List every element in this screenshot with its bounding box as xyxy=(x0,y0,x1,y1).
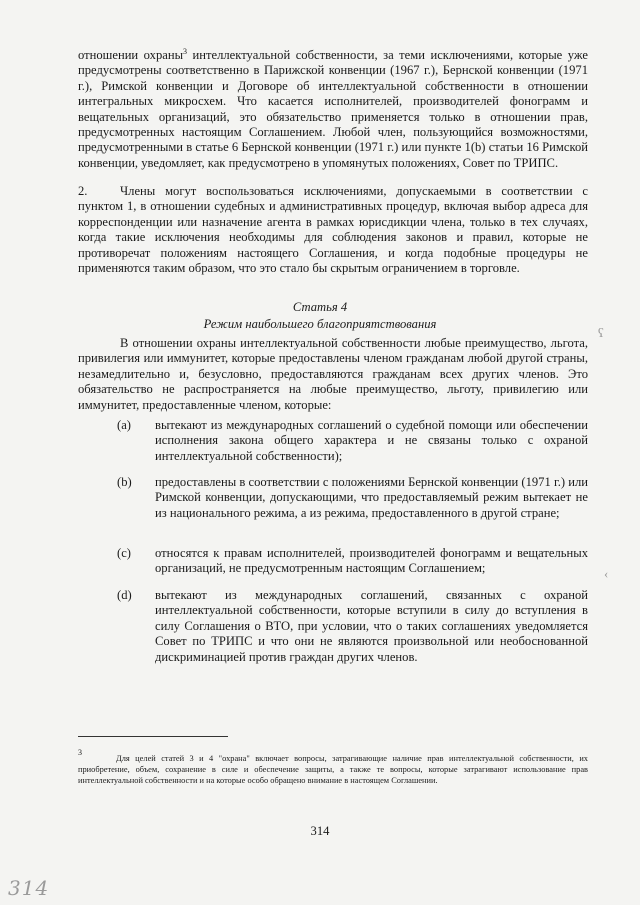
article-subtitle: Режим наибольшего благоприятствования xyxy=(203,317,437,331)
scan-artifact-mark: ʕ xyxy=(598,325,604,340)
paragraph-2: Члены могут воспользоваться исключениями, допускаемыми в соответствии с пунктом 1, в отношении судебных и административных процедур, включая выбор адреса для корреспонденции или назначение агента в рамках юрисдикции члена, только в тех случаях, когда такие исключения необходимы для соблюдения законов и правил, которые не противоречат положениям настоящего Соглашения, и когда подобные процедуры не применяются таким образом, что это стало бы скрытым ограничением в торговле. xyxy=(78,184,588,276)
handwritten-page-number: 314 xyxy=(8,876,50,900)
item-a-letter: (a) xyxy=(117,418,131,432)
paragraph-1-start: отношении охраны xyxy=(78,48,184,62)
item-d-text: вытекают из международных соглашений, связанных с охраной интеллектуальной собственности, которые вступили в силу до вступления в силу Соглашения о ВТО, при условии, что о таких соглашениях уведомляется Совет по ТРИПС и что они не являются произвольной или необоснованной дискриминацией против граждан других членов. xyxy=(155,588,588,664)
footnote-divider xyxy=(78,736,228,737)
scan-artifact-mark: ‹ xyxy=(604,566,609,581)
footnote-text: Для целей статей 3 и 4 "охрана" включает вопросы, затрагивающие наличие прав интеллектуальной собственности, их приобретение, объем, сохранение в силе и обеспечение защиты, а также те вопросы, которые затрагивают использование прав интеллектуальной собственности и на которые особо обращено внимание в настоящем Соглашении. xyxy=(78,754,588,785)
paragraph-2-number: 2. xyxy=(78,184,88,198)
paragraph-1 xyxy=(78,48,588,171)
footnote-ref[interactable]: 3 xyxy=(183,46,188,56)
item-a-text: вытекают из международных соглашений о судебной помощи или обеспечении исполнения закона общего характера и не связаны только с охраной интеллектуальной собственности); xyxy=(155,418,588,463)
item-b-text: предоставлены в соответствии с положениями Бернской конвенции (1971 г.) или Римской конвенции, допускающими, что предоставляемый режим вытекает не из национального режима, а из режима, предоставленного в другой стране; xyxy=(155,475,588,520)
item-d-letter: (d) xyxy=(117,588,132,602)
footnote-mark: 3 xyxy=(78,748,82,757)
article-title: Статья 4 xyxy=(292,300,348,314)
item-c-letter: (c) xyxy=(117,546,131,560)
item-b-letter: (b) xyxy=(117,475,132,489)
page-number: 314 xyxy=(310,824,330,838)
paragraph-1-rest: интеллектуальной собственности, за теми исключениями, которые уже предусмотрены соответственно в Парижской конвенции (1967 г.), Бернской конвенции (1971 г.), Римской конвенции и Договоре об интеллектуальной собственности в отношении интегральных микросхем. Что касается исполнителей, производителей фонограмм и вещательных организаций, это обязательство применяется только в отношении прав, предусмотренных настоящим Соглашением. Любой член, пользующийся возможностями, предусмотренными в статье 6 Бернской конвенции (1971 г.) или пункте 1(b) статьи 16 Римской конвенции, уведомляет, как предусмотрено в упомянутых положениях, Совет по ТРИПС. xyxy=(78,48,588,170)
article-intro: В отношении охраны интеллектуальной собственности любые преимущество, льгота, привилегия или иммунитет, которые предоставлены членом гражданам любой другой страны, незамедлительно и, безусловно, предоставляются гражданам всех других членов. Это обязательство не распространяется на любые преимущество, льготу, привилегию или иммунитет, предоставленные членом, которые: xyxy=(78,336,588,412)
item-c-text: относятся к правам исполнителей, производителей фонограмм и вещательных организаций, не предусмотренным настоящим Соглашением; xyxy=(155,546,588,576)
